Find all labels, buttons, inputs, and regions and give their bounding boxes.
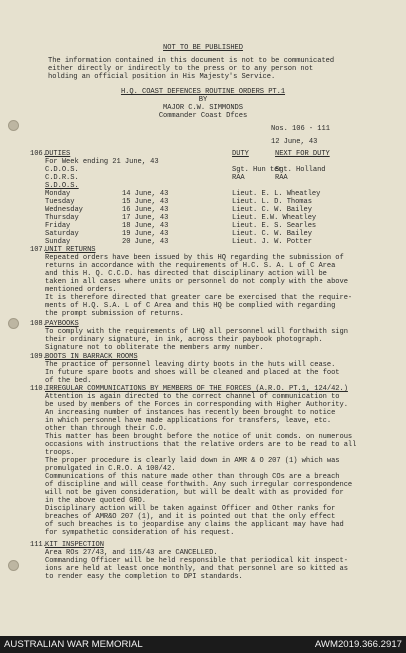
roster-officer: Lieut. J. W. Potter xyxy=(232,238,312,246)
section-text-line: Attention is again directed to the correct channel of communication to xyxy=(45,393,340,401)
section-text-line: their ordinary signature, in ink, across their paybook photograph. xyxy=(45,336,323,344)
section-text-line: troops. xyxy=(45,449,75,457)
section-text-line: An increasing number of instances has recently been brought to notice xyxy=(45,409,336,417)
orders-by: BY xyxy=(198,96,208,104)
section-number: 109. xyxy=(30,353,47,361)
section-text-line: ments of H.Q. S.A. L of C Area and this HQ be complied with regarding xyxy=(45,302,336,310)
duty-column-header: DUTY xyxy=(232,150,249,158)
roster-officer: Lieut. L. D. Thomas xyxy=(232,198,312,206)
section-text-line: Repeated orders have been issued by this HQ regarding the submission of xyxy=(45,254,344,262)
section-text-line: will not be given consideration, but will be dealt with as provided for xyxy=(45,489,344,497)
roster-officer: Lieut. E. S. Searles xyxy=(232,222,317,230)
roster-day: Wednesday xyxy=(45,206,83,214)
section-text-line: of discipline and will cease forthwith. Any such irregular correspondence xyxy=(45,481,353,489)
roster-officer: Lieut. C. W. Bailey xyxy=(232,230,312,238)
next-for-duty: RAA xyxy=(275,174,288,182)
next-for-duty: Sgt. Holland xyxy=(275,166,326,174)
section-text-line: Disciplinary action will be taken against Officer and Other ranks for xyxy=(45,505,336,513)
section-number: 106. xyxy=(30,150,47,158)
notice-line: holding an official position in His Majesty's Service. xyxy=(48,73,276,81)
banner: NOT TO BE PUBLISHED xyxy=(163,44,243,52)
duty-officer-role: S.D.O.S. xyxy=(45,182,79,190)
roster-date: 14 June, 43 xyxy=(122,190,169,198)
roster-date: 15 June, 43 xyxy=(122,198,169,206)
section-text-line: in the above quoted GRO. xyxy=(45,497,146,505)
roster-day: Thursday xyxy=(45,214,79,222)
section-text-line: mentioned orders. xyxy=(45,286,117,294)
section-title: BOOTS IN BARRACK ROOMS xyxy=(45,353,138,361)
section-text-line: the prompt submission of returns. xyxy=(45,310,184,318)
section-text-line: be used by members of the Forces in corresponding with Higher Authority. xyxy=(45,401,348,409)
orders-date: 12 June, 43 xyxy=(271,138,318,146)
section-number: 107. xyxy=(30,246,47,254)
section-text-line: and this H. Q. C.C.D. has directed that disciplinary action will be xyxy=(45,270,327,278)
duty-assigned: RAA xyxy=(232,174,245,182)
section-number: 111. xyxy=(30,541,47,549)
section-text-line: to render easy the completion to DPI standards. xyxy=(45,573,243,581)
roster-date: 16 June, 43 xyxy=(122,206,169,214)
section-title: UNIT RETURNS xyxy=(45,246,96,254)
notice-line: either directly or indirectly to the press or to any person not xyxy=(48,65,314,73)
orders-numbers: Nos. 106 - 111 xyxy=(271,125,330,133)
section-text-line: This matter has been brought before the notice of unit comds. on numerous xyxy=(45,433,353,441)
roster-date: 17 June, 43 xyxy=(122,214,169,222)
roster-day: Friday xyxy=(45,222,71,230)
section-text-line: in which personnel have made applications for transfers, leave, etc. xyxy=(45,417,332,425)
week-label: For Week ending 21 June, 43 xyxy=(45,158,159,166)
notice-line: The information contained in this document is not to be communicated xyxy=(48,57,335,65)
duties-heading: DUTIES xyxy=(45,150,71,158)
roster-officer: Lieut. E. L. Wheatley xyxy=(232,190,321,198)
punch-hole xyxy=(8,318,19,329)
footer-bar xyxy=(0,636,406,653)
section-number: 110. xyxy=(30,385,47,393)
roster-day: Monday xyxy=(45,190,71,198)
roster-day: Sunday xyxy=(45,238,71,246)
section-title: PAYBOOKS xyxy=(45,320,79,328)
orders-role: Commander Coast Dfces xyxy=(158,112,248,120)
section-text-line: To comply with the requirements of LHQ all personnel will forthwith sign xyxy=(45,328,348,336)
section-text-line: The practice of personnel leaving dirty boots in the huts will cease. xyxy=(45,361,336,369)
section-text-line: Communications of this nature made other than through COs are a breach xyxy=(45,473,340,481)
duty-officer-role: C.D.O.S. xyxy=(45,166,79,174)
section-text-line: occasions with instructions that the relative orders are to be read to all xyxy=(45,441,357,449)
orders-author: MAJOR C.W. SIMMONDS xyxy=(163,104,243,112)
next-duty-column-header: NEXT FOR DUTY xyxy=(275,150,330,158)
roster-date: 19 June, 43 xyxy=(122,230,169,238)
section-text-line: of the bed. xyxy=(45,377,92,385)
roster-date: 20 June, 43 xyxy=(122,238,169,246)
roster-day: Saturday xyxy=(45,230,79,238)
section-text-line: Commanding Officer will be held responsible that periodical kit inspect- xyxy=(45,557,348,565)
section-text-line: breaches of AMR&O 207 (1), and it is pointed out that the only effect xyxy=(45,513,336,521)
section-text-line: ions are held at least once monthly, and that personnel are so kitted as xyxy=(45,565,348,573)
section-text-line: In future spare boots and shoes will be cleaned and placed at the foot xyxy=(45,369,340,377)
section-text-line: The proper procedure is clearly laid down in AMR & O 207 (1) which was xyxy=(45,457,340,465)
duty-officer-role: C.D.R.S. xyxy=(45,174,79,182)
section-text-line: taken in all cases where units or personnel do not comply with the above xyxy=(45,278,348,286)
footer-left: AUSTRALIAN WAR MEMORIAL xyxy=(4,639,143,650)
orders-title: H.Q. COAST DEFENCES ROUTINE ORDERS PT.1 xyxy=(120,88,286,96)
roster-officer: Lieut. E.W. Wheatley xyxy=(232,214,317,222)
section-text-line: for sympathetic consideration of his request. xyxy=(45,529,235,537)
section-text-line: Area ROs 27/43, and 115/43 are CANCELLED. xyxy=(45,549,218,557)
punch-hole xyxy=(8,560,19,571)
duty-assigned: Sgt. Hun ter xyxy=(232,166,283,174)
punch-hole xyxy=(8,120,19,131)
section-title: IRREGULAR COMMUNICATIONS BY MEMBERS OF THE FORCES (A.R.O. PT.1, 124/42.) xyxy=(45,385,348,393)
footer-right: AWM2019.366.2917 xyxy=(314,639,402,650)
section-text-line: other than through their C.O. xyxy=(45,425,168,433)
section-text-line: It is therefore directed that greater care be exercised that the require- xyxy=(45,294,353,302)
section-text-line: Signature not to obliterate the members army number. xyxy=(45,344,264,352)
roster-officer: Lieut. C. W. Bailey xyxy=(232,206,312,214)
section-text-line: promulgated in C.R.O. A 100/42. xyxy=(45,465,176,473)
section-text-line: returns in accordance with the requirements of H.C. S. A. L of C Area xyxy=(45,262,336,270)
section-title: KIT INSPECTION xyxy=(45,541,104,549)
section-number: 108. xyxy=(30,320,47,328)
roster-date: 18 June, 43 xyxy=(122,222,169,230)
section-text-line: of such breaches is to jeopardise any claims the applicant may have had xyxy=(45,521,344,529)
roster-day: Tuesday xyxy=(45,198,75,206)
